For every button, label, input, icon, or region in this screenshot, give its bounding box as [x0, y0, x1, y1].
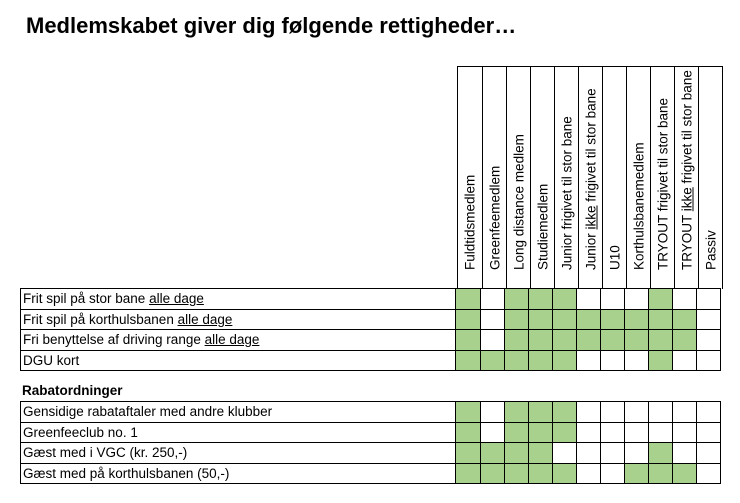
row-label-text: Greenfeeclub no. 1: [23, 424, 138, 440]
marked-cell: [649, 464, 673, 484]
empty-cell: [625, 402, 649, 422]
marked-cell: [529, 289, 553, 309]
column-header-label: [607, 245, 622, 270]
marked-cell: [505, 351, 529, 371]
column-header: [483, 67, 507, 289]
marked-cell: [529, 310, 553, 330]
empty-cell: [553, 443, 577, 463]
row-label-underlined: alle dage: [149, 291, 204, 306]
marked-cell: [553, 310, 577, 330]
marked-cell: [505, 402, 529, 422]
marked-cell: [529, 423, 553, 443]
marked-cell: [673, 330, 697, 350]
empty-cell: [697, 423, 721, 443]
empty-cell: [577, 351, 601, 371]
marked-cell: [529, 330, 553, 350]
marked-cell: [505, 289, 529, 309]
table-row: [21, 401, 721, 423]
page-title: Medlemskabet giver dig følgende rettigheder…: [26, 13, 517, 38]
marked-cell: [553, 464, 577, 484]
table-row: [21, 288, 721, 310]
empty-cell: [481, 330, 505, 350]
discount-heading: Rabatordninger: [22, 383, 123, 398]
column-header: [531, 67, 555, 289]
column-header-label: [511, 134, 526, 270]
empty-cell: [697, 351, 721, 371]
row-label: [21, 423, 456, 443]
column-header-text: Greenfeemedlem: [487, 165, 502, 270]
column-header-text: TRYOUT: [679, 211, 694, 270]
marked-cell: [456, 310, 481, 330]
empty-cell: [673, 351, 697, 371]
empty-cell: [673, 402, 697, 422]
column-header-label: [463, 175, 478, 270]
marked-cell: [529, 351, 553, 371]
column-header: [603, 67, 627, 289]
row-label: [21, 443, 456, 463]
marked-cell: [456, 402, 481, 422]
empty-cell: [625, 443, 649, 463]
marked-cell: [601, 330, 625, 350]
marked-cell: [529, 443, 553, 463]
empty-cell: [481, 310, 505, 330]
column-header-label: [631, 142, 646, 270]
column-header-text: Passiv: [703, 230, 718, 270]
marked-cell: [553, 289, 577, 309]
table-row: [21, 423, 721, 444]
column-header-text: Fuldtidsmedlem: [462, 174, 478, 270]
table-row: [21, 330, 721, 351]
row-label-text: Gæst med på korthulsbanen (50,-): [23, 465, 230, 481]
column-header-text: U10: [607, 245, 622, 270]
marked-cell: [456, 351, 481, 371]
column-header: [579, 67, 603, 289]
marked-cell: [481, 443, 505, 463]
empty-cell: [601, 351, 625, 371]
marked-cell: [505, 464, 529, 484]
rights-table: [20, 288, 721, 371]
column-header-label: [679, 70, 694, 270]
row-label-text: DGU kort: [23, 352, 80, 368]
marked-cell: [625, 464, 649, 484]
row-label-text: Gæst med i VGC (kr. 250,-): [23, 445, 188, 460]
empty-cell: [601, 464, 625, 484]
empty-cell: [649, 402, 673, 422]
empty-cell: [481, 289, 505, 309]
row-label-text: Frit spil på stor bane: [23, 291, 150, 306]
marked-cell: [505, 443, 529, 463]
empty-cell: [481, 402, 505, 422]
empty-cell: [673, 289, 697, 309]
column-header-label: [703, 230, 718, 270]
column-header-text: Long distance medlem: [511, 134, 526, 270]
column-header-label: [487, 166, 502, 270]
row-label: [21, 402, 456, 422]
column-header-text: Junior: [583, 229, 598, 270]
table-row: [21, 310, 721, 331]
empty-cell: [577, 289, 601, 309]
empty-cell: [697, 310, 721, 330]
marked-cell: [456, 464, 481, 484]
row-label-text: Frit spil på korthulsbanen: [23, 311, 178, 327]
empty-cell: [625, 289, 649, 309]
column-header-text: TRYOUT frigivet til stor bane: [655, 97, 670, 270]
empty-cell: [697, 443, 721, 463]
marked-cell: [577, 310, 601, 330]
empty-cell: [673, 443, 697, 463]
empty-cell: [625, 351, 649, 371]
marked-cell: [481, 464, 505, 484]
row-label: [21, 351, 456, 371]
marked-cell: [649, 330, 673, 350]
marked-cell: [456, 423, 481, 443]
empty-cell: [697, 464, 721, 484]
empty-cell: [577, 443, 601, 463]
marked-cell: [649, 443, 673, 463]
row-label-underlined: alle dage: [204, 332, 260, 347]
column-header-text: Studiemedlem: [535, 183, 550, 270]
column-header: [507, 67, 531, 289]
marked-cell: [673, 310, 697, 330]
empty-cell: [697, 330, 721, 350]
empty-cell: [697, 289, 721, 309]
marked-cell: [456, 443, 481, 463]
column-header-text-rest: frigivet til stor bane: [679, 70, 694, 188]
row-label: [21, 464, 456, 484]
column-header: [458, 67, 483, 289]
empty-cell: [601, 289, 625, 309]
row-label: [21, 330, 456, 350]
marked-cell: [505, 330, 529, 350]
column-header-text: Junior frigivet til stor bane: [559, 116, 574, 270]
marked-cell: [553, 423, 577, 443]
marked-cell: [625, 310, 649, 330]
marked-cell: [649, 351, 673, 371]
column-header: [699, 67, 723, 289]
marked-cell: [553, 330, 577, 350]
row-label-text: Fri benyttelse af driving range: [23, 332, 205, 347]
marked-cell: [625, 330, 649, 350]
column-header: [627, 67, 651, 289]
empty-cell: [577, 402, 601, 422]
column-header: [555, 67, 579, 289]
column-header: [651, 67, 675, 289]
column-header: [675, 67, 699, 289]
empty-cell: [601, 423, 625, 443]
table-row: [21, 351, 721, 372]
empty-cell: [649, 423, 673, 443]
marked-cell: [553, 351, 577, 371]
marked-cell: [649, 289, 673, 309]
column-header-label: [559, 116, 574, 270]
row-label-underlined: alle dage: [177, 311, 233, 327]
empty-cell: [697, 402, 721, 422]
empty-cell: [577, 423, 601, 443]
column-headers: [457, 66, 723, 289]
empty-cell: [625, 423, 649, 443]
column-header-text: Korthulsbanemedlem: [631, 142, 646, 270]
empty-cell: [601, 443, 625, 463]
marked-cell: [529, 464, 553, 484]
marked-cell: [577, 330, 601, 350]
empty-cell: [577, 464, 601, 484]
marked-cell: [505, 423, 529, 443]
column-header-underlined: ikke: [679, 187, 694, 212]
row-label: [21, 289, 456, 309]
table-row: [21, 443, 721, 464]
marked-cell: [673, 464, 697, 484]
marked-cell: [529, 402, 553, 422]
marked-cell: [649, 310, 673, 330]
row-label-text: Gensidige rabataftaler med andre klubber: [23, 404, 273, 419]
column-header-text-rest: frigivet til stor bane: [583, 88, 598, 206]
column-header-label: [655, 98, 670, 270]
marked-cell: [553, 402, 577, 422]
marked-cell: [601, 310, 625, 330]
discount-table: [20, 401, 721, 484]
column-header-label: [535, 184, 550, 270]
marked-cell: [456, 330, 481, 350]
column-header-underlined: ikke: [583, 205, 598, 230]
table-row: [21, 464, 721, 485]
marked-cell: [505, 310, 529, 330]
column-header-label: [583, 88, 598, 270]
empty-cell: [481, 423, 505, 443]
empty-cell: [673, 423, 697, 443]
marked-cell: [481, 351, 505, 371]
marked-cell: [456, 289, 481, 309]
empty-cell: [601, 402, 625, 422]
row-label: [21, 310, 456, 330]
